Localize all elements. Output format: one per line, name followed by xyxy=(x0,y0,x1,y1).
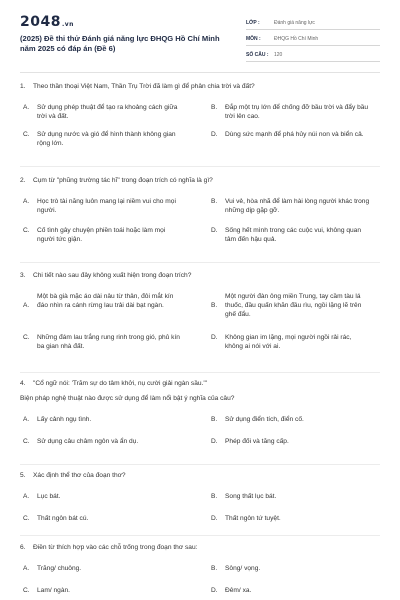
option-label: C. xyxy=(23,227,30,234)
question-5 xyxy=(20,471,380,531)
question-3-text xyxy=(20,271,380,280)
question-stem: Điền từ thích hợp vào các chỗ trống trong đoạn thơ sau: xyxy=(33,544,198,551)
question-stem: Cụm từ "phũng trường tác hĩ" trong đoạn trích có nghĩa là gì? xyxy=(33,177,213,184)
option-label: C. xyxy=(23,131,30,138)
option-text: Sử dụng nước và gió để hình thành không gian rộng lớn. xyxy=(37,131,176,147)
document-meta xyxy=(246,16,380,64)
option-label: C. xyxy=(23,515,30,522)
meta-subject-key: MÔN : xyxy=(246,35,261,42)
meta-class-key: LỚP : xyxy=(246,19,260,26)
option-label: A. xyxy=(23,493,30,500)
option-c[interactable] xyxy=(20,130,182,148)
question-1-text xyxy=(20,82,380,91)
option-text: Đêm/ xa. xyxy=(225,587,252,594)
question-stem: Xác định thể thơ của đoạn thơ? xyxy=(33,472,126,479)
option-b[interactable] xyxy=(208,415,370,424)
question-divider xyxy=(20,262,380,263)
meta-class-value: Đánh giá năng lực xyxy=(274,19,315,26)
document-title: (2025) Đề thi thử Đánh giá năng lực ĐHQG Hồ Chí Minh năm 2025 có đáp án (Đề 6) xyxy=(20,34,220,53)
question-3-options xyxy=(20,287,380,365)
option-d[interactable] xyxy=(208,226,370,244)
question-6-options xyxy=(20,559,380,600)
brand-tld: .vn xyxy=(61,21,74,28)
option-text: Thất ngôn tứ tuyệt. xyxy=(225,515,281,522)
option-text: Sử dụng phép thuật để tạo ra khoảng cách giữa trời và đất. xyxy=(37,104,178,120)
question-2-options xyxy=(20,192,380,248)
option-label: A. xyxy=(23,302,30,309)
question-6-text xyxy=(20,543,380,552)
option-b[interactable] xyxy=(208,492,370,501)
option-label: A. xyxy=(23,565,30,572)
brand-name: 2048 xyxy=(20,14,61,30)
option-text: Vui vẻ, hòa nhã để làm hài lòng người khác trong những dịp gặp gỡ. xyxy=(225,198,370,214)
option-b[interactable] xyxy=(208,292,370,319)
option-text: Song thất lục bát. xyxy=(225,493,277,500)
option-text: Những đám lau trắng rung rinh trong gió, phủ kín ba gian nhà đất. xyxy=(37,334,180,350)
question-number: 2. xyxy=(20,177,26,184)
option-c[interactable] xyxy=(20,586,182,595)
option-label: D. xyxy=(211,334,218,341)
question-4 xyxy=(20,379,380,454)
meta-subject-value: ĐHQG Hồ Chí Minh xyxy=(274,35,319,42)
question-5-options xyxy=(20,487,380,531)
meta-count xyxy=(246,48,380,62)
option-label: B. xyxy=(211,416,218,423)
option-d[interactable] xyxy=(208,333,370,351)
option-a[interactable] xyxy=(20,492,182,501)
option-text: Sử dụng câu châm ngôn và ẩn dụ. xyxy=(37,438,139,445)
option-text: Không gian im lặng, mọi người ngồi rải rác, không ai nói với ai. xyxy=(225,334,352,350)
question-4-text xyxy=(20,379,380,388)
option-label: D. xyxy=(211,587,218,594)
question-divider xyxy=(20,372,380,373)
option-label: B. xyxy=(211,198,218,205)
question-1-options xyxy=(20,98,380,150)
question-number: 5. xyxy=(20,472,26,479)
option-text: Lục bát. xyxy=(37,493,61,500)
option-d[interactable] xyxy=(208,130,370,139)
option-label: D. xyxy=(211,438,218,445)
option-text: Học trò tài năng luôn mang lại niềm vui cho mọi người. xyxy=(37,198,176,214)
option-label: C. xyxy=(23,334,30,341)
question-5-text xyxy=(20,471,380,480)
option-c[interactable] xyxy=(20,437,182,446)
option-label: B. xyxy=(211,565,218,572)
question-4-subtext: Biện pháp nghệ thuật nào được sử dụng để làm nổi bật ý nghĩa của câu? xyxy=(20,395,235,402)
document-header xyxy=(20,14,380,58)
question-number: 1. xyxy=(20,83,26,90)
option-text: Một người đàn ông miền Trung, tay cầm tàu lá thuốc, đầu quấn khăn đầu rìu, ngồi lặng lẽ trên ghế đẩu. xyxy=(225,293,362,318)
meta-count-key: SỐ CÂU : xyxy=(246,51,269,58)
option-label: B. xyxy=(211,302,218,309)
brand-logo[interactable] xyxy=(20,14,74,30)
option-label: D. xyxy=(211,515,218,522)
header-divider xyxy=(20,72,380,73)
option-text: Trăng/ chuông. xyxy=(37,565,82,572)
option-label: A. xyxy=(23,198,30,205)
option-b[interactable] xyxy=(208,564,370,573)
question-6 xyxy=(20,543,380,600)
question-divider xyxy=(20,464,380,465)
option-c[interactable] xyxy=(20,226,182,244)
option-a[interactable] xyxy=(20,564,182,573)
option-label: C. xyxy=(23,587,30,594)
option-d[interactable] xyxy=(208,586,370,595)
meta-class xyxy=(246,16,380,30)
option-b[interactable] xyxy=(208,197,370,215)
question-stem: Chi tiết nào sau đây không xuất hiện trong đoạn trích? xyxy=(33,272,192,279)
question-number: 4. xyxy=(20,380,26,387)
option-a[interactable] xyxy=(20,197,182,215)
option-text: Một bà già mặc áo dài nâu từ thân, đôi mắt kín đáo nhìn ra cánh rừng lau trải dài bạt ngàn. xyxy=(37,293,174,309)
option-text: Lam/ ngàn. xyxy=(37,587,70,594)
option-label: B. xyxy=(211,493,218,500)
option-label: A. xyxy=(23,104,30,111)
option-text: Sử dụng điển tích, điển cố. xyxy=(225,416,304,423)
option-text: Thất ngôn bát cú. xyxy=(37,515,89,522)
question-divider xyxy=(20,166,380,167)
meta-subject xyxy=(246,32,380,46)
option-text: Sông/ vọng. xyxy=(225,565,261,572)
option-label: D. xyxy=(211,131,218,138)
option-text: Đắp một trụ lớn để chống đỡ bầu trời và đẩy bầu trời lên cao. xyxy=(225,104,369,120)
meta-count-value: 120 xyxy=(274,51,283,58)
question-stem: "Cổ ngữ nói: 'Trăm sự do tâm khởi, nụ cười giải ngàn sầu.'" xyxy=(33,380,207,387)
question-2-text xyxy=(20,176,380,185)
option-a[interactable] xyxy=(20,415,182,424)
option-b[interactable] xyxy=(208,103,370,121)
option-text: Cố tình gây chuyện phiền toái hoặc làm mọi người tức giận. xyxy=(37,227,166,243)
question-divider xyxy=(20,535,380,536)
option-label: A. xyxy=(23,416,30,423)
option-label: C. xyxy=(23,438,30,445)
option-label: D. xyxy=(211,227,218,234)
option-text: Sống hết mình trong các cuộc vui, không quan tâm đến hậu quả. xyxy=(225,227,361,243)
question-number: 6. xyxy=(20,544,26,551)
question-2 xyxy=(20,176,380,248)
option-c[interactable] xyxy=(20,333,182,351)
question-number: 3. xyxy=(20,272,26,279)
question-stem: Theo thần thoại Việt Nam, Thần Trụ Trời đã làm gì để phân chia trời và đất? xyxy=(33,83,255,90)
option-d[interactable] xyxy=(208,514,370,523)
option-text: Lấy cảnh ngụ tình. xyxy=(37,416,92,423)
question-3 xyxy=(20,271,380,365)
option-label: B. xyxy=(211,104,218,111)
question-1 xyxy=(20,82,380,150)
question-4-options xyxy=(20,410,380,454)
option-a[interactable] xyxy=(20,292,182,310)
option-text: Phép đối và tăng cấp. xyxy=(225,438,289,445)
option-text: Dùng sức mạnh để phá hủy núi non và biển cả. xyxy=(225,131,364,138)
option-d[interactable] xyxy=(208,437,370,446)
option-c[interactable] xyxy=(20,514,182,523)
option-a[interactable] xyxy=(20,103,182,121)
